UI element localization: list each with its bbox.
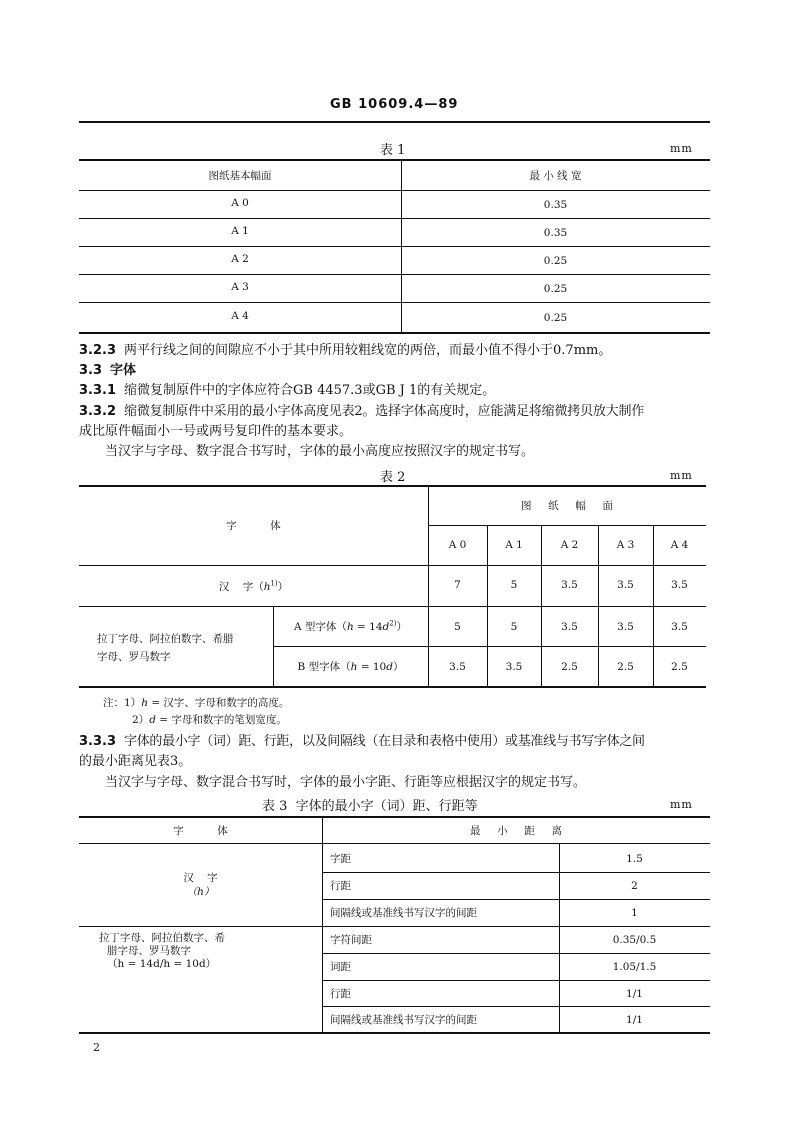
section-3-3-heading bbox=[79, 362, 136, 380]
table1-row-width: 0.35 bbox=[543, 199, 568, 211]
table2-value: 3.5 bbox=[671, 579, 688, 591]
header-rule bbox=[79, 121, 710, 123]
table2-value: 5 bbox=[510, 579, 518, 591]
table2-type-a-label: A 型字体$(h = 14d^{2)})$ bbox=[294, 619, 407, 633]
table2-caption: 表 2 bbox=[380, 470, 406, 485]
paragraph-3-3-3-line2: 的最小距离见表3。 bbox=[79, 754, 192, 769]
paragraph-text: 缩微复制原件中采用的最小字体高度见表2。选择字体高度时，应能满足将缩微拷贝放大制作 bbox=[124, 404, 645, 419]
table3-item: 行距 bbox=[330, 880, 351, 892]
paragraph-3-3-3 bbox=[79, 733, 645, 751]
table2-note-2: 2）d = 字母和数字的笔划宽度。 bbox=[132, 714, 287, 726]
section-title: 字体 bbox=[110, 363, 137, 378]
table3-latin-label: 拉丁字母、阿拉伯数字、希 腊字母、罗马数字 （h = 14d/h = 10d） bbox=[99, 932, 225, 970]
table1-header-width: 最 小 线 宽 bbox=[529, 170, 582, 182]
table3-item: 间隔线或基准线书写汉字的间距 bbox=[330, 907, 477, 919]
table3-item: 词距 bbox=[330, 961, 351, 973]
table3-value: 0.35/0.5 bbox=[612, 934, 657, 946]
table3-unit: mm bbox=[670, 798, 693, 811]
table2-value: 5 bbox=[510, 621, 518, 633]
table3-value: 1.5 bbox=[626, 853, 643, 865]
table2-size-col: A 3 bbox=[616, 539, 635, 551]
table2-latin-label: 拉丁字母、阿拉伯数字、希腊 字母、罗马数字 bbox=[97, 633, 234, 663]
paragraph-3-3-2 bbox=[79, 403, 644, 421]
section-number: 3.3.3 bbox=[79, 734, 117, 749]
table3-value: 1.05/1.5 bbox=[612, 961, 657, 973]
table1-row-width: 0.25 bbox=[543, 312, 568, 324]
table2-unit: mm bbox=[670, 469, 693, 482]
table1-header-size: 图纸基本幅面 bbox=[208, 170, 272, 182]
section-number: 3.2.3 bbox=[79, 343, 117, 358]
table3-item: 间隔线或基准线书写汉字的间距 bbox=[330, 1014, 477, 1026]
table1-row-width: 0.25 bbox=[543, 255, 568, 267]
table2-value: 3.5 bbox=[561, 579, 578, 591]
table2-header-size: 图 纸 幅 面 bbox=[520, 500, 614, 512]
table2-size-col: A 2 bbox=[560, 539, 579, 551]
table2-header-font: 字 体 bbox=[226, 520, 281, 532]
table2-value: 2.5 bbox=[617, 661, 634, 673]
table3-value: 1/1 bbox=[626, 988, 643, 1000]
document-header: GB 10609.4—89 bbox=[330, 97, 459, 112]
table2-size-col: A 1 bbox=[505, 539, 523, 551]
table2-size-col: A 0 bbox=[448, 539, 467, 551]
table3-hanzi-label: 汉 字 （h） bbox=[183, 872, 218, 898]
table1-row-size: A 2 bbox=[231, 253, 249, 265]
table2-value: 7 bbox=[454, 579, 461, 591]
table2-value: 3.5 bbox=[505, 661, 523, 673]
table1-row-size: A 0 bbox=[231, 197, 249, 209]
table2-value: 3.5 bbox=[617, 621, 634, 633]
table2-value: 3.5 bbox=[449, 661, 466, 673]
paragraph-text: 字体的最小字（词）距、行距，以及间隔线（在目录和表格中使用）或基准线与书写字体之间 bbox=[124, 734, 645, 749]
section-number: 3.3.2 bbox=[79, 404, 117, 419]
table3-caption: 表 3 字体的最小字（词）距、行距等 bbox=[262, 799, 478, 814]
table2-size-col: A 4 bbox=[670, 539, 689, 551]
table3-item: 字距 bbox=[330, 853, 351, 865]
table1-unit: mm bbox=[670, 142, 693, 155]
section-number: 3.3.1 bbox=[79, 383, 117, 398]
paragraph-3-3-3-line3: 当汉字与字母、数字混合书写时，字体的最小字距、行距等应根据汉字的规定书写。 bbox=[105, 775, 587, 790]
table2-value: 2.5 bbox=[561, 661, 578, 673]
paragraph-3-3-2-line2: 成比原件幅面小一号或两号复印件的基本要求。 bbox=[79, 424, 353, 439]
page-number: 2 bbox=[93, 1041, 100, 1054]
table2-value: 3.5 bbox=[561, 621, 578, 633]
table1-row-size: A 3 bbox=[231, 281, 249, 293]
table3-value: 2 bbox=[631, 880, 638, 892]
section-number: 3.3 bbox=[79, 363, 103, 378]
table2-value: 3.5 bbox=[671, 621, 688, 633]
table1-row-width: 0.35 bbox=[543, 227, 568, 239]
table2-type-b-label: B 型字体（h = 10d） bbox=[297, 661, 404, 673]
table2-value: 2.5 bbox=[671, 661, 688, 673]
paragraph-text: 两平行线之间的间隙应不小于其中所用较粗线宽的两倍，而最小值不得小于0.7mm。 bbox=[124, 343, 612, 358]
paragraph-3-3-1 bbox=[79, 382, 495, 400]
table1-row-size: A 4 bbox=[231, 310, 249, 322]
table3-item: 字符间距 bbox=[330, 934, 372, 946]
table3-value: 1/1 bbox=[626, 1014, 643, 1026]
paragraph-3-2-3 bbox=[79, 342, 611, 360]
table1-row-width: 0.25 bbox=[543, 283, 568, 295]
table2-hanzi-label: 汉 字$(h^{1)})$ bbox=[218, 579, 289, 593]
table2-note-1: 注：1）h = 汉字、字母和数字的高度。 bbox=[103, 697, 290, 709]
table2-value: 5 bbox=[454, 621, 461, 633]
table1-row-size: A 1 bbox=[231, 225, 249, 237]
table2-value: 3.5 bbox=[617, 579, 634, 591]
table3-header-font: 字 体 bbox=[173, 825, 228, 837]
table3-value: 1 bbox=[631, 907, 638, 919]
table3-item: 行距 bbox=[330, 988, 351, 1000]
table3-header-distance: 最 小 距 离 bbox=[469, 825, 563, 837]
paragraph-text: 缩微复制原件中的字体应符合GB 4457.3或GB J 1的有关规定。 bbox=[124, 383, 496, 398]
table1-caption: 表 1 bbox=[380, 143, 406, 158]
paragraph-3-3-2-line3: 当汉字与字母、数字混合书写时，字体的最小高度应按照汉字的规定书写。 bbox=[105, 444, 535, 459]
